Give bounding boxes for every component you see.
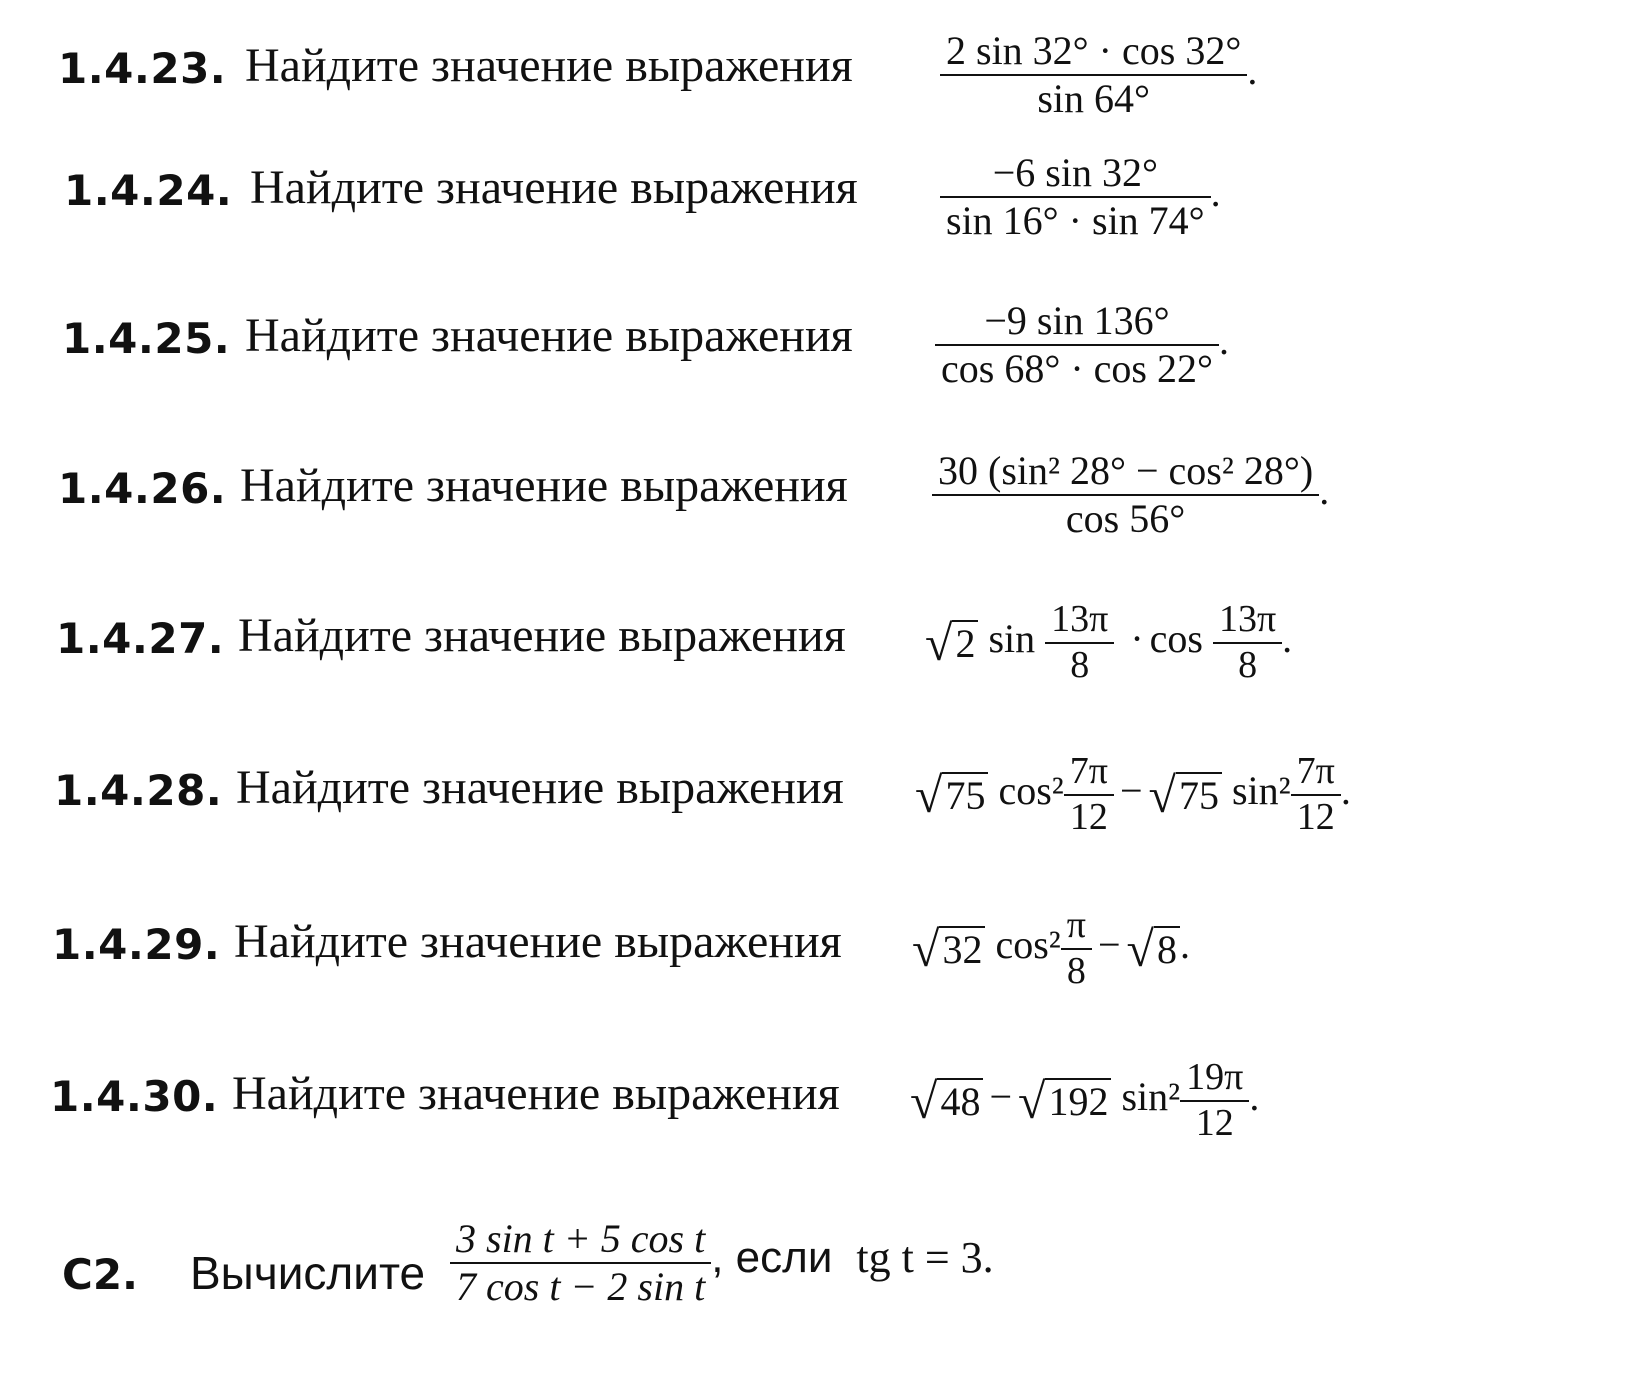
numerator: 2 sin 32° · cos 32° xyxy=(940,30,1247,76)
problem-c2 xyxy=(0,1218,1641,1348)
problem-number: 1.4.29. xyxy=(52,920,221,969)
numerator: 3 sin t + 5 cos t xyxy=(450,1218,711,1264)
denominator: sin 16° · sin 74° xyxy=(946,198,1205,243)
problem-text: Найдите значение выражения xyxy=(240,459,848,512)
radical-sign: √ xyxy=(915,766,943,823)
problem-number: 1.4.23. xyxy=(58,44,227,93)
radical-sign: √ xyxy=(1126,920,1154,977)
denominator: 12 xyxy=(1069,795,1108,838)
radicand: 192 xyxy=(1045,1078,1111,1124)
expression xyxy=(450,1218,994,1308)
fraction-a xyxy=(1061,906,1092,992)
fraction-b xyxy=(1213,600,1282,686)
problem-1-4-26 xyxy=(0,450,1641,570)
minus-sign: − xyxy=(1097,922,1121,968)
radical-sign: √ xyxy=(1018,1072,1046,1129)
radicand: 75 xyxy=(942,772,988,818)
radical-sign: √ xyxy=(925,614,953,671)
problem-1-4-25 xyxy=(0,300,1641,420)
denominator: 7 cos t − 2 sin t xyxy=(456,1264,706,1309)
problem-number: 1.4.26. xyxy=(58,464,227,513)
condition: tg t = 3. xyxy=(856,1233,994,1283)
end-period: . xyxy=(1249,1074,1260,1120)
numerator: −6 sin 32° xyxy=(940,152,1211,198)
numerator: −9 sin 136° xyxy=(935,300,1219,346)
end-period: . xyxy=(1218,318,1229,364)
problem-number: 1.4.28. xyxy=(54,766,223,815)
denominator: 8 xyxy=(1238,643,1258,686)
fraction xyxy=(935,300,1219,390)
square-root xyxy=(1149,766,1222,824)
problem-number: 1.4.25. xyxy=(62,314,231,363)
fraction-b xyxy=(1291,752,1341,838)
radicand: 48 xyxy=(937,1078,983,1124)
function-sin: sin xyxy=(988,616,1036,662)
denominator: 8 xyxy=(1066,949,1086,992)
end-period: . xyxy=(1319,468,1330,514)
problem-1-4-24 xyxy=(0,152,1641,272)
problem-text: Найдите значение выражения xyxy=(236,761,844,814)
denominator: sin 64° xyxy=(1037,76,1150,121)
denominator: cos 68° · cos 22° xyxy=(941,346,1213,391)
numerator: 19π xyxy=(1180,1058,1249,1102)
problem-1-4-29 xyxy=(0,906,1641,1026)
function-sin-squared: sin² xyxy=(1121,1074,1181,1120)
fraction xyxy=(932,450,1319,540)
problem-text: Найдите значение выражения xyxy=(245,39,853,92)
problem-number: 1.4.30. xyxy=(50,1072,219,1121)
radical-sign: √ xyxy=(910,1072,938,1129)
problem-text: Найдите значение выражения xyxy=(250,161,858,214)
function-cos-squared: cos² xyxy=(995,922,1061,968)
expression xyxy=(935,300,1229,390)
expression xyxy=(940,30,1257,120)
expression xyxy=(915,752,1351,838)
expression xyxy=(910,1058,1259,1144)
expression xyxy=(932,450,1329,540)
problem-1-4-27 xyxy=(0,600,1641,720)
numerator: 7π xyxy=(1291,752,1341,796)
fraction xyxy=(940,30,1247,120)
minus-sign: − xyxy=(989,1074,1013,1120)
denominator: cos 56° xyxy=(1065,496,1186,541)
problem-text: Найдите значение выражения xyxy=(238,609,846,662)
numerator: 7π xyxy=(1064,752,1114,796)
expression xyxy=(940,152,1221,242)
radicand: 32 xyxy=(939,926,985,972)
problem-1-4-23 xyxy=(0,30,1641,150)
end-period: . xyxy=(1210,170,1221,216)
radicand: 75 xyxy=(1176,772,1222,818)
denominator: 12 xyxy=(1195,1101,1234,1144)
square-root xyxy=(910,1072,983,1130)
multiply-dot: · xyxy=(1130,616,1144,662)
expression xyxy=(925,600,1292,686)
problem-1-4-28 xyxy=(0,752,1641,872)
end-period: . xyxy=(1282,616,1293,662)
function-cos-squared: cos² xyxy=(998,768,1064,814)
numerator: π xyxy=(1061,906,1092,950)
radicand: 8 xyxy=(1154,926,1180,972)
end-period: . xyxy=(1340,768,1351,814)
radical-sign: √ xyxy=(912,920,940,977)
square-root xyxy=(1127,920,1180,978)
numerator: 30 (sin² 28° − cos² 28°) xyxy=(932,450,1319,496)
fraction xyxy=(940,152,1211,242)
problem-number: С2. xyxy=(62,1250,139,1299)
fraction xyxy=(450,1218,711,1308)
square-root xyxy=(925,614,978,672)
square-root xyxy=(912,920,985,978)
problem-text: Найдите значение выражения xyxy=(245,309,853,362)
problem-1-4-30 xyxy=(0,1058,1641,1178)
function-sin-squared: sin² xyxy=(1231,768,1291,814)
denominator: 8 xyxy=(1070,643,1090,686)
numerator: 13π xyxy=(1045,600,1114,644)
denominator: 12 xyxy=(1296,795,1335,838)
numerator: 13π xyxy=(1213,600,1282,644)
end-period: . xyxy=(1179,922,1190,968)
fraction-b xyxy=(1180,1058,1249,1144)
radicand: 2 xyxy=(952,620,978,666)
condition-prefix: , если xyxy=(711,1233,833,1283)
problem-text: Найдите значение выражения xyxy=(232,1067,840,1120)
expression xyxy=(912,906,1190,992)
minus-sign: − xyxy=(1119,768,1143,814)
square-root xyxy=(1018,1072,1111,1130)
radical-sign: √ xyxy=(1148,766,1176,823)
square-root xyxy=(915,766,988,824)
problem-text: Вычислите xyxy=(190,1247,426,1299)
function-cos: cos xyxy=(1149,616,1203,662)
fraction-a xyxy=(1045,600,1114,686)
problem-text: Найдите значение выражения xyxy=(234,915,842,968)
fraction-a xyxy=(1064,752,1114,838)
problem-number: 1.4.27. xyxy=(56,614,225,663)
end-period: . xyxy=(1247,48,1258,94)
problem-number: 1.4.24. xyxy=(64,166,233,215)
